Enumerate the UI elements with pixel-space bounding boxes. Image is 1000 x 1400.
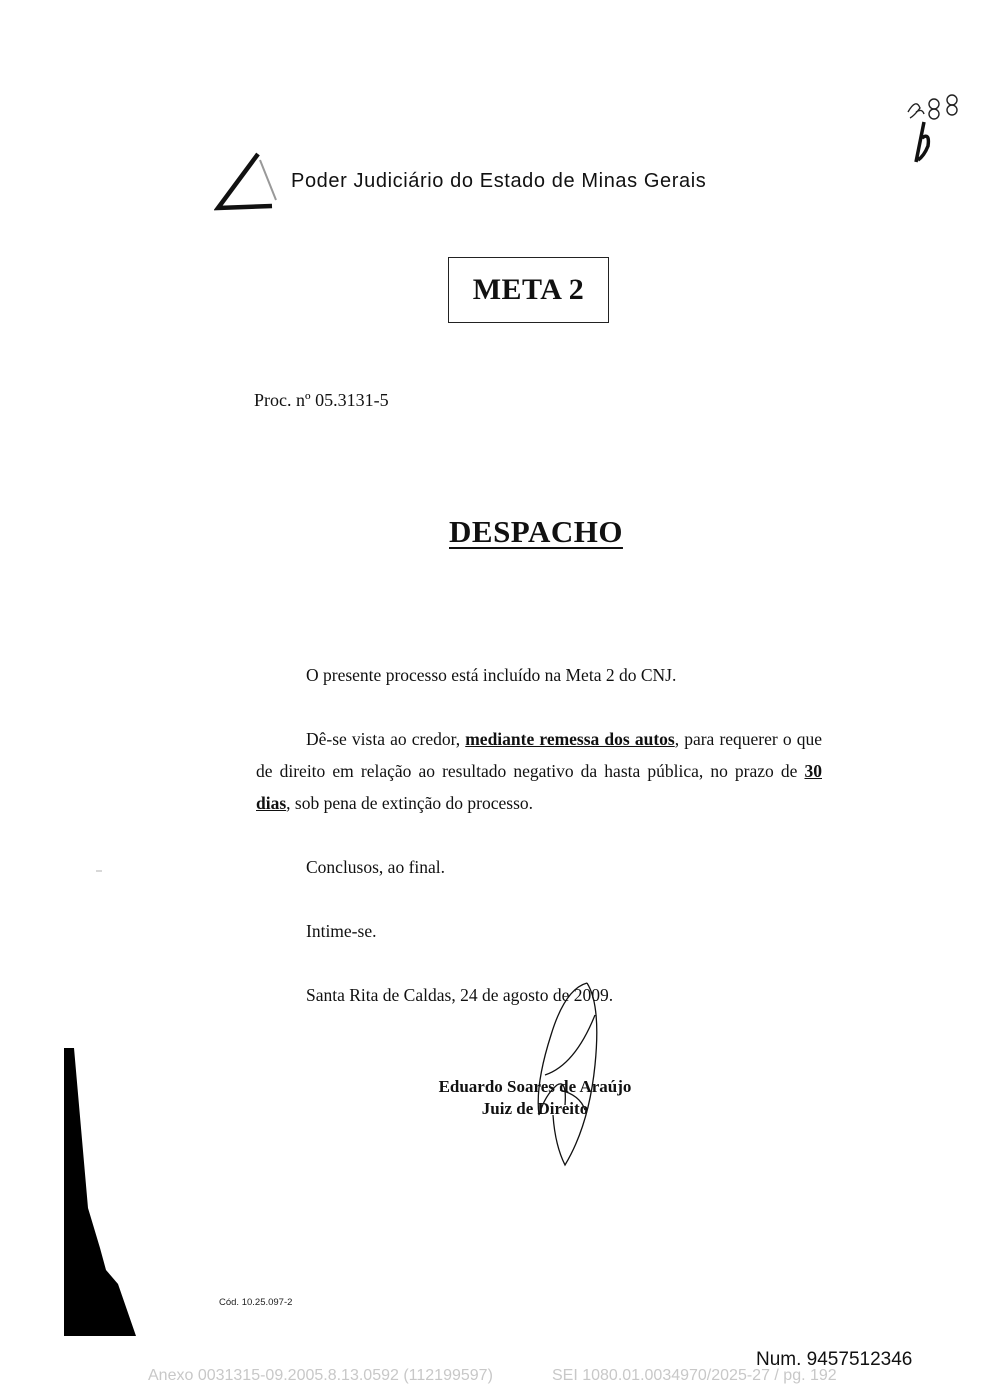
paragraph-meta2: O presente processo está incluído na Meta 2 do CNJ. xyxy=(306,665,677,685)
paragraph-instruction-text-b: , para requerer o que de direito em relação ao resultado negativo da hasta pública, no prazo de xyxy=(256,729,822,781)
document-number: Num. 9457512346 xyxy=(756,1349,913,1370)
signer-role: Juiz de Direito xyxy=(481,1099,589,1118)
paragraph-intime-se: Intime-se. xyxy=(306,921,377,941)
court-name: Poder Judiciário do Estado de Minas Gerais xyxy=(291,170,707,192)
scan-speck xyxy=(96,870,102,872)
document-title: DESPACHO xyxy=(449,514,623,549)
meta-title: META 2 xyxy=(472,273,585,306)
emphasis-deadline: 30 dias xyxy=(256,761,822,813)
paragraph-instruction xyxy=(256,723,822,819)
paragraph-conclusos: Conclusos, ao final. xyxy=(306,857,446,877)
scan-edge-artifact xyxy=(64,1048,144,1336)
meta-box xyxy=(448,257,609,323)
footer-sei-page: SEI 1080.01.0034970/2025-27 / pg. 192 xyxy=(552,1367,837,1384)
place-date: Santa Rita de Caldas, 24 de agosto de 2009. xyxy=(306,985,614,1005)
paragraph-instruction-text-c: , sob pena de extinção do processo. xyxy=(286,793,534,813)
handwritten-signature xyxy=(505,975,610,1175)
form-code: Cód. 10.25.097-2 xyxy=(219,1297,293,1308)
footer-annex: Anexo 0031315-09.2005.8.13.0592 (112199597) xyxy=(148,1367,493,1384)
court-logo-icon xyxy=(214,150,280,212)
handwritten-folio-mark xyxy=(902,90,972,170)
paragraph-instruction-text-a: Dê-se vista ao credor, xyxy=(306,729,466,749)
emphasis-remessa-autos: mediante remessa dos autos xyxy=(465,729,675,749)
signer-name: Eduardo Soares de Araújo xyxy=(438,1077,632,1096)
process-number: Proc. nº 05.3131-5 xyxy=(254,390,389,410)
